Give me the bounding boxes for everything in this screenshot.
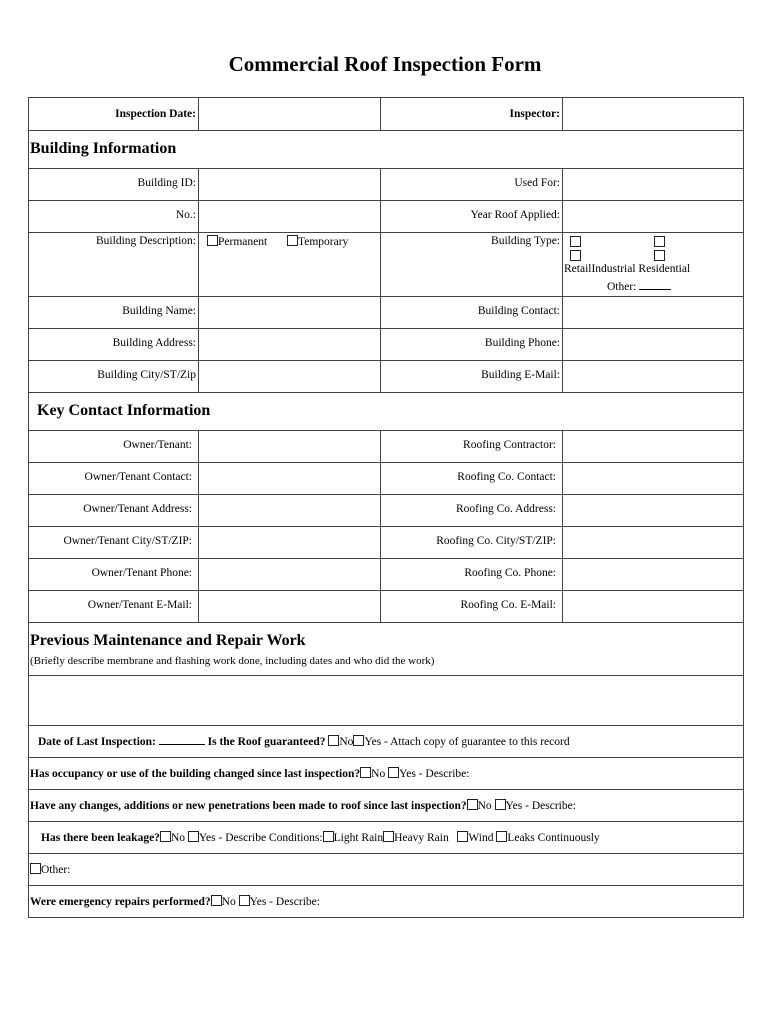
- other-type-label: Other:: [607, 281, 637, 293]
- guarantee-yes-checkbox[interactable]: [353, 735, 364, 746]
- roofing-co-email-label: Roofing Co. E-Mail:: [460, 599, 556, 611]
- building-description-label: Building Description:: [96, 235, 196, 247]
- used-for-label: Used For:: [514, 177, 560, 189]
- other-type-field[interactable]: [639, 289, 671, 290]
- roofing-co-contact-field[interactable]: [562, 463, 743, 494]
- occupancy-no-checkbox[interactable]: [360, 767, 371, 778]
- temporary-label: Temporary: [298, 236, 349, 248]
- leakage-row: [29, 822, 743, 854]
- building-name-field[interactable]: [198, 297, 380, 328]
- no-field[interactable]: [198, 201, 380, 232]
- building-description-row: [29, 233, 743, 297]
- building-address-field[interactable]: [198, 329, 380, 360]
- permanent-checkbox[interactable]: [207, 235, 218, 246]
- retail-checkbox[interactable]: [570, 236, 581, 247]
- roofing-co-email-field[interactable]: [562, 591, 743, 622]
- no-row: [29, 201, 743, 233]
- changes-yes-label: Yes - Describe:: [505, 800, 576, 812]
- changes-no-checkbox[interactable]: [467, 799, 478, 810]
- building-info-heading: Building Information: [30, 140, 177, 157]
- contact-row: [29, 431, 743, 463]
- building-info-heading-row: [29, 131, 743, 169]
- last-inspection-label: Date of Last Inspection:: [38, 736, 156, 748]
- emergency-no-label: No: [221, 896, 236, 908]
- industrial-label: Industrial: [591, 263, 636, 275]
- roofing-co-city-label: Roofing Co. City/ST/ZIP:: [436, 535, 556, 547]
- emergency-repairs-question: Were emergency repairs performed?: [30, 896, 211, 908]
- leaks-continuously-label: Leaks Continuously: [507, 832, 600, 844]
- leakage-question: Has there been leakage?: [41, 832, 160, 844]
- residential-label: Residential: [638, 263, 691, 275]
- key-contact-heading-row: [29, 393, 743, 431]
- building-city-label: Building City/ST/Zip: [97, 369, 196, 381]
- other-checkbox[interactable]: [30, 863, 41, 874]
- building-phone-field[interactable]: [562, 329, 743, 360]
- changes-no-label: No: [477, 800, 492, 812]
- owner-tenant-label: Owner/Tenant:: [123, 439, 192, 451]
- retail-label: Retail: [564, 263, 592, 275]
- roofing-co-phone-label: Roofing Co. Phone:: [464, 567, 556, 579]
- used-for-field[interactable]: [562, 169, 743, 200]
- building-phone-label: Building Phone:: [484, 337, 560, 349]
- leakage-yes-checkbox[interactable]: [188, 831, 199, 842]
- page-title: Commercial Roof Inspection Form: [228, 52, 542, 76]
- roofing-co-address-field[interactable]: [562, 495, 743, 526]
- building-id-field[interactable]: [198, 169, 380, 200]
- roofing-co-address-label: Roofing Co. Address:: [456, 503, 556, 515]
- roofing-contractor-field[interactable]: [562, 431, 743, 462]
- occupancy-yes-label: Yes - Describe:: [399, 768, 470, 780]
- roofing-co-phone-field[interactable]: [562, 559, 743, 590]
- owner-tenant-contact-field[interactable]: [198, 463, 380, 494]
- building-city-row: [29, 361, 743, 393]
- heavy-rain-checkbox[interactable]: [383, 831, 394, 842]
- occupancy-no-label: No: [371, 768, 386, 780]
- heavy-rain-label: Heavy Rain: [394, 832, 449, 844]
- owner-tenant-address-field[interactable]: [198, 495, 380, 526]
- header-row: [29, 98, 743, 131]
- inspector-label: Inspector:: [509, 108, 560, 120]
- changes-yes-checkbox[interactable]: [495, 799, 506, 810]
- emergency-yes-checkbox[interactable]: [239, 895, 250, 906]
- no-label: No.:: [175, 209, 196, 221]
- contact-row: [29, 559, 743, 591]
- building-name-row: [29, 297, 743, 329]
- building-contact-label: Building Contact:: [477, 305, 560, 317]
- maintenance-subheading: (Briefly describe membrane and flashing work done, including dates and who did the work): [30, 655, 435, 667]
- maintenance-description-field[interactable]: [29, 676, 743, 726]
- owner-tenant-field[interactable]: [198, 431, 380, 462]
- emergency-no-checkbox[interactable]: [211, 895, 222, 906]
- residential-checkbox[interactable]: [570, 250, 581, 261]
- building-address-label: Building Address:: [112, 337, 196, 349]
- emergency-repairs-row: [29, 886, 743, 918]
- year-roof-applied-label: Year Roof Applied:: [470, 209, 560, 221]
- building-name-label: Building Name:: [122, 305, 196, 317]
- leakage-no-checkbox[interactable]: [160, 831, 171, 842]
- temporary-checkbox[interactable]: [287, 235, 298, 246]
- owner-tenant-phone-label: Owner/Tenant Phone:: [91, 567, 192, 579]
- inspection-form: [28, 97, 744, 918]
- leakage-no-label: No: [170, 832, 185, 844]
- last-inspection-date-field[interactable]: [159, 744, 205, 745]
- occupancy-yes-checkbox[interactable]: [388, 767, 399, 778]
- building-city-field[interactable]: [198, 361, 380, 392]
- occupancy-row: [29, 758, 743, 790]
- other-row: [29, 854, 743, 886]
- light-rain-checkbox[interactable]: [323, 831, 334, 842]
- light-rain-label: Light Rain: [333, 832, 384, 844]
- owner-tenant-phone-field[interactable]: [198, 559, 380, 590]
- owner-tenant-email-field[interactable]: [198, 591, 380, 622]
- inspection-date-label: Inspection Date:: [115, 108, 196, 120]
- building-address-row: [29, 329, 743, 361]
- guarantee-question: Is the Roof guaranteed?: [207, 736, 326, 748]
- changes-question: Have any changes, additions or new penetrations been made to roof since last inspection?: [30, 800, 467, 812]
- owner-tenant-city-field[interactable]: [198, 527, 380, 558]
- building-email-label: Building E-Mail:: [481, 369, 560, 381]
- contact-row: [29, 527, 743, 559]
- owner-tenant-address-label: Owner/Tenant Address:: [83, 503, 192, 515]
- last-inspection-row: [29, 726, 743, 758]
- owner-tenant-email-label: Owner/Tenant E-Mail:: [87, 599, 192, 611]
- permanent-label: Permanent: [218, 236, 268, 248]
- changes-row: [29, 790, 743, 822]
- wind-label: Wind: [468, 832, 494, 844]
- guarantee-no-checkbox[interactable]: [328, 735, 339, 746]
- emergency-yes-label: Yes - Describe:: [249, 896, 320, 908]
- guarantee-no-label: No: [339, 736, 354, 748]
- building-contact-field[interactable]: [562, 297, 743, 328]
- year-roof-applied-field[interactable]: [562, 201, 743, 232]
- contact-row: [29, 591, 743, 623]
- owner-tenant-contact-label: Owner/Tenant Contact:: [84, 471, 192, 483]
- maintenance-heading-row: [29, 623, 743, 676]
- roofing-co-city-field[interactable]: [562, 527, 743, 558]
- roofing-contractor-label: Roofing Contractor:: [463, 439, 556, 451]
- maintenance-heading: Previous Maintenance and Repair Work: [30, 632, 306, 649]
- contact-row: [29, 495, 743, 527]
- building-id-label: Building ID:: [137, 177, 196, 189]
- other-label: Other:: [41, 864, 71, 876]
- contact-row: [29, 463, 743, 495]
- inspection-date-field[interactable]: [198, 98, 380, 130]
- other-type-checkbox[interactable]: [654, 250, 665, 261]
- wind-checkbox[interactable]: [457, 831, 468, 842]
- industrial-checkbox[interactable]: [654, 236, 665, 247]
- building-email-field[interactable]: [562, 361, 743, 392]
- roofing-co-contact-label: Roofing Co. Contact:: [457, 471, 556, 483]
- inspector-field[interactable]: [562, 98, 743, 130]
- building-type-label: Building Type:: [491, 235, 560, 247]
- key-contact-heading: Key Contact Information: [37, 402, 211, 419]
- leaks-continuously-checkbox[interactable]: [496, 831, 507, 842]
- leakage-yes-label: Yes - Describe Conditions:: [198, 832, 323, 844]
- occupancy-question: Has occupancy or use of the building changed since last inspection?: [30, 768, 361, 780]
- building-id-row: [29, 169, 743, 201]
- owner-tenant-city-label: Owner/Tenant City/ST/ZIP:: [63, 535, 192, 547]
- guarantee-yes-label: Yes - Attach copy of guarantee to this record: [364, 736, 570, 748]
